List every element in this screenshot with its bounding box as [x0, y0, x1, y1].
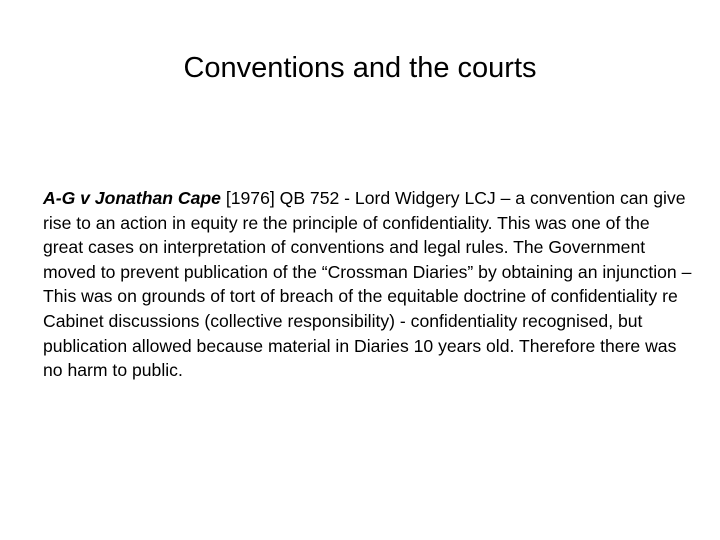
case-name: A-G v Jonathan Cape	[43, 188, 221, 208]
slide-title: Conventions and the courts	[183, 52, 537, 84]
slide-body-text	[43, 186, 693, 383]
case-description: [1976] QB 752 - Lord Widgery LCJ – a convention can give rise to an action in equity re the principle of confidentiality. This was one of the great cases on interpretation of conventions and legal rules. The Government moved to prevent publication of the “Crossman Diaries” by obtaining an injunction – This was on grounds of tort of breach of the equitable doctrine of confidentiality re Cabinet discussions (collective responsibility) - confidentiality recognised, but publication allowed because material in Diaries 10 years old. Therefore there was no harm to public.	[43, 188, 692, 381]
